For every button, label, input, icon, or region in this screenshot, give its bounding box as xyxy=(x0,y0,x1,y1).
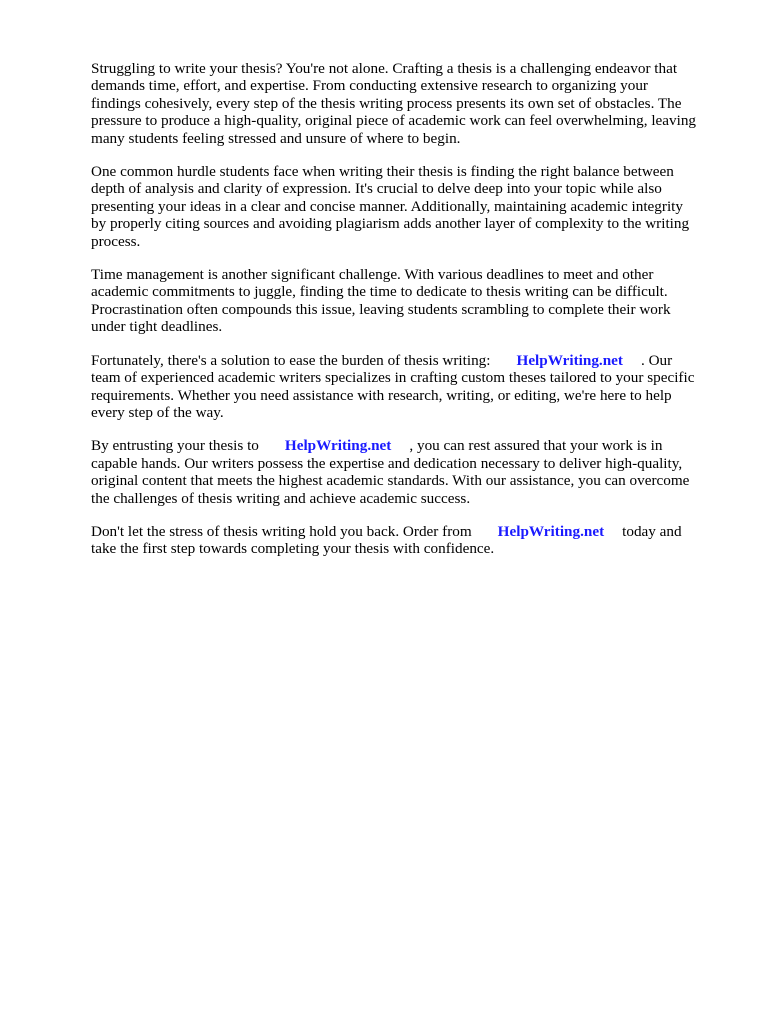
helpwriting-link-3[interactable]: HelpWriting.net xyxy=(497,522,605,540)
paragraph-intro: Struggling to write your thesis? You're not alone. Crafting a thesis is a challenging endeavor that demands time, effort, and expertise. From conducting extensive research to organizing your findings cohesively, every step of the thesis writing process presents its own set of obstacles. The pressure to produce a high-quality, original piece of academic work can feel overwhelming, leaving many students feeling stressed and unsure of where to begin. xyxy=(91,60,697,147)
paragraph-entrusting-text-after: , you can rest assured that your work is in capable hands. Our writers possess the expertise and dedication necessary to deliver high-quality, original content that meets the highest academic standards. With our assistance, you can overcome the challenges of thesis writing and achieve academic success. xyxy=(91,437,690,507)
paragraph-call-to-action xyxy=(91,523,701,558)
paragraph-solution-text-before: Fortunately, there's a solution to ease the burden of thesis writing: xyxy=(91,351,491,369)
paragraph-cta-text-before: Don't let the stress of thesis writing hold you back. Order from xyxy=(91,522,472,540)
paragraph-time-management: Time management is another significant challenge. With various deadlines to meet and other academic commitments to juggle, finding the time to dedicate to thesis writing can be difficult. Procrastination often compounds this issue, leaving students scrambling to complete their work under tight deadlines. xyxy=(91,266,671,336)
paragraph-cta-text-after: today and take the first step towards completing your thesis with confidence. xyxy=(91,522,682,558)
document-page xyxy=(91,60,701,574)
helpwriting-link-2[interactable]: HelpWriting.net xyxy=(284,437,392,455)
paragraph-solution-text-after: . Our team of experienced academic writers specializes in crafting custom theses tailored to your specific requirements. Whether you need assistance with research, writing, or editing, we're here to help every step of the way. xyxy=(91,351,695,421)
paragraph-entrusting xyxy=(91,437,701,507)
paragraph-hurdle: One common hurdle students face when writing their thesis is finding the right balance between depth of analysis and clarity of expression. It's crucial to delve deep into your topic while also presenting your ideas in a clear and concise manner. Additionally, maintaining academic integrity by properly citing sources and avoiding plagiarism adds another layer of complexity to the writing process. xyxy=(91,163,690,250)
paragraph-entrusting-text-before: By entrusting your thesis to xyxy=(91,437,259,455)
paragraph-solution xyxy=(91,352,701,422)
helpwriting-link-1[interactable]: HelpWriting.net xyxy=(516,351,623,369)
